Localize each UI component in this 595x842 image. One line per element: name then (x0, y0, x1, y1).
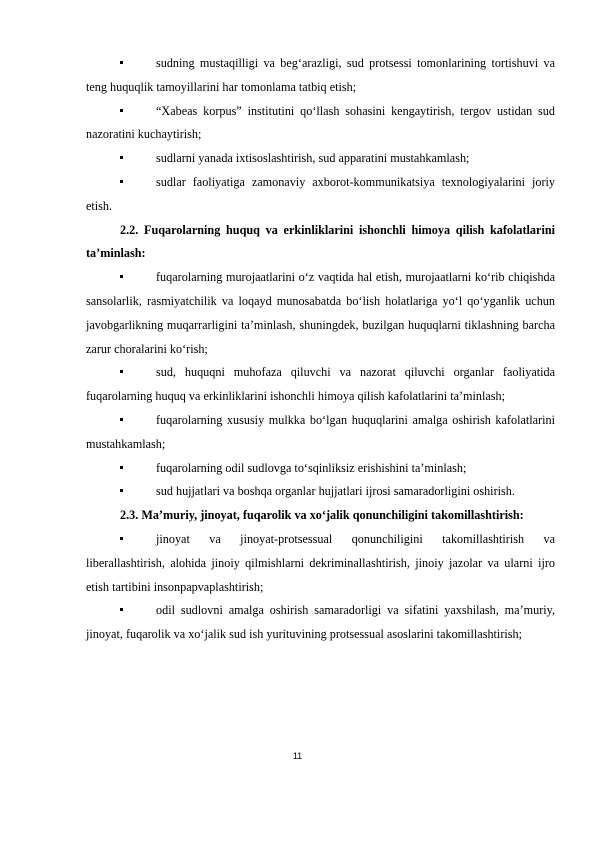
bullet-icon (120, 466, 123, 469)
paragraph-text: odil sudlovni amalga oshirish samaradorligi va sifatini yaxshilash, ma’muriy, jinoyat, fuqarolik va xo‘jalik sud ish yurituvining protsessual asoslarini takomillashtirish; (86, 603, 555, 642)
bullet-icon (120, 489, 123, 492)
section-heading: 2.3. Ma’muriy, jinoyat, fuqarolik va xo‘jalik qonunchiligini takomillashtirish: (120, 508, 524, 523)
bullet-icon (120, 180, 123, 183)
paragraph-text: sud hujjatlari va boshqa organlar hujjatlari ijrosi samaradorligini oshirish. (156, 484, 515, 499)
bullet-paragraph (86, 171, 555, 219)
paragraph-text: sudning mustaqilligi va beg‘arazligi, sud protsessi tomonlarining tortishuvi va teng huquqlik tamoyillarini har tomonlama tatbiq etish; (86, 56, 555, 94)
section-heading: 2.2. Fuqarolarning huquq va erkinliklarini ishonchli himoya qilish kafolatlarini ta’minlash: (86, 222, 555, 261)
bullet-icon (120, 275, 123, 278)
bullet-paragraph (86, 599, 555, 647)
bullet-icon (120, 109, 123, 112)
bullet-paragraph (86, 100, 555, 148)
bullet-icon (120, 370, 123, 373)
bullet-icon (120, 61, 123, 64)
page-number: 11 (292, 751, 303, 761)
bullet-icon (120, 537, 123, 540)
paragraph-text: fuqarolarning xususiy mulkka bo‘lgan huquqlarini amalga oshirish kafolatlarini mustahkamlash; (86, 412, 555, 451)
paragraph-text: fuqarolarning odil sudlovga to‘sqinliksiz erishishini ta’minlash; (156, 460, 467, 475)
bullet-paragraph (86, 409, 555, 457)
bullet-paragraph (86, 147, 555, 171)
bullet-paragraph (86, 266, 555, 361)
bullet-paragraph (86, 52, 555, 100)
paragraph-text: jinoyat va jinoyat-protsessual qonunchiligini takomillashtirish va liberallashtirish, alohida jinoiy qilmishlarni dekriminallashtirish, jinoiy jazolar va ularni ijro etish tartibini insonpapvaplashtirish; (86, 531, 555, 594)
bullet-paragraph (86, 361, 555, 409)
bullet-icon (120, 156, 123, 159)
paragraph-text: sud, huquqni muhofaza qiluvchi va nazorat qiluvchi organlar faoliyatida fuqarolarning huquq va erkinliklarini ishonchli himoya qilish kafolatlarini ta’minlash; (86, 365, 555, 404)
bullet-paragraph (86, 480, 555, 504)
paragraph-text: “Xabeas korpus” institutini qo‘llash sohasini kengaytirish, tergov ustidan sud nazoratini kuchaytirish; (86, 103, 555, 142)
bullet-icon (120, 608, 123, 611)
paragraph-text: sudlar faoliyatiga zamonaviy axborot-kommunikatsiya texnologiyalarini joriy etish. (86, 174, 555, 213)
paragraph-text: sudlarni yanada ixtisoslashtirish, sud apparatini mustahkamlash; (156, 151, 470, 166)
bullet-icon (120, 418, 123, 421)
paragraph-text: fuqarolarning murojaatlarini o‘z vaqtida hal etish, murojaatlarni ko‘rib chiqishda sansolarlik, rasmiyatchilik va loqayd munosabatda bo‘lish holatlariga yo‘l qo‘yganlik uchun javobgarlikning muqarrarligini ta’minlash, shuningdek, buzilgan huquqlarni tiklashning barcha zarur choralarini ko‘rish; (86, 270, 555, 356)
document-body (86, 52, 555, 647)
bullet-paragraph (86, 528, 555, 599)
bullet-paragraph (86, 457, 555, 481)
